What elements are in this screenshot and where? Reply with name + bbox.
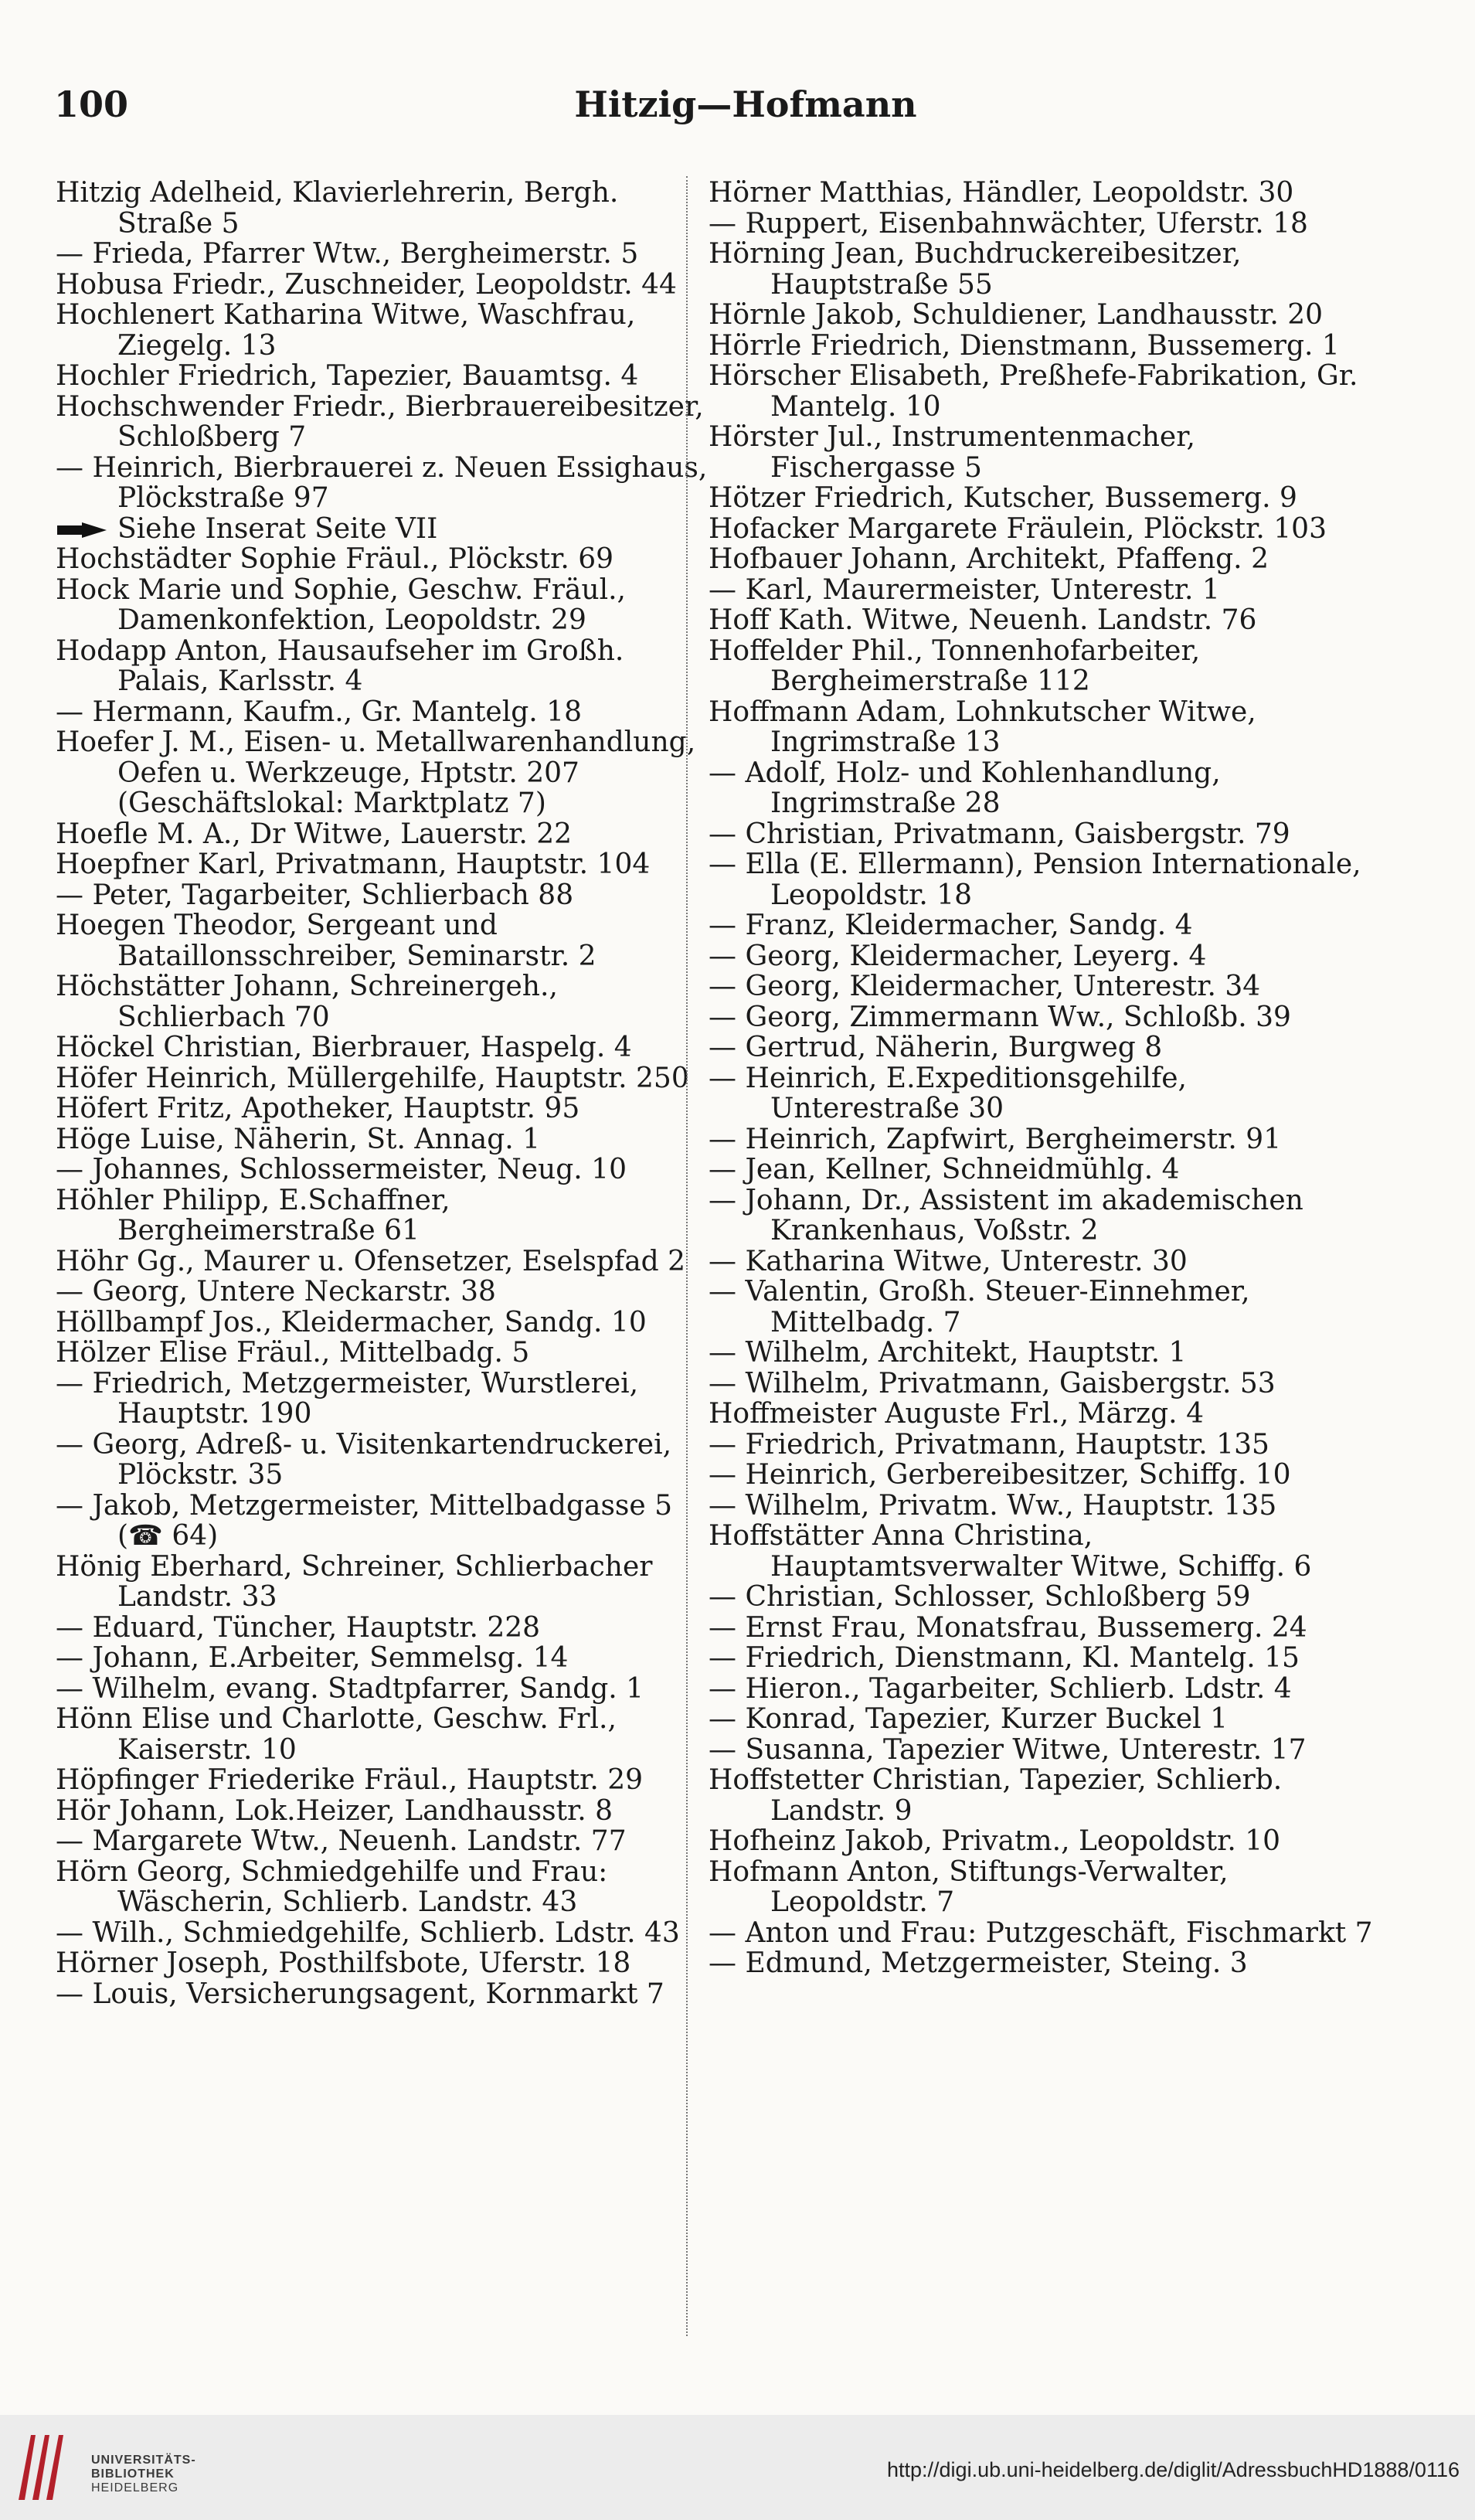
directory-entry	[709, 1369, 1373, 1399]
entry-text: — Heinrich, E.Expeditionsgehilfe, Unterestraße 30	[709, 1062, 1187, 1124]
entry-text: Hoegen Theodor, Sergeant und Bataillonsschreiber, Seminarstr. 2	[56, 910, 596, 972]
directory-entry	[56, 1918, 712, 1949]
entry-text: — Peter, Tagarbeiter, Schlierbach 88	[56, 879, 574, 911]
directory-entry	[56, 361, 712, 392]
entry-text: — Ruppert, Eisenbahnwächter, Uferstr. 18	[709, 207, 1308, 240]
entry-text: Hochlenert Katharina Witwe, Waschfrau, Ziegelg. 13	[56, 299, 636, 362]
entry-text: — Johann, E.Arbeiter, Semmelsg. 14	[56, 1642, 569, 1674]
entry-text: Hörnle Jakob, Schuldiener, Landhausstr. 20	[709, 299, 1324, 331]
directory-entry	[56, 1948, 712, 1979]
directory-entry	[709, 697, 1373, 758]
entry-text: Höfer Heinrich, Müllergehilfe, Hauptstr. 250	[56, 1062, 689, 1094]
directory-entry	[56, 880, 712, 911]
directory-entry	[709, 1063, 1373, 1124]
directory-entry	[709, 1826, 1373, 1857]
entry-text: — Wilhelm, Privatm. Ww., Hauptstr. 135	[709, 1489, 1277, 1522]
entry-text: Hörner Matthias, Händler, Leopoldstr. 30	[709, 177, 1294, 209]
entry-text: — Susanna, Tapezier Witwe, Unterestr. 17	[709, 1733, 1307, 1766]
entry-text: — Christian, Privatmann, Gaisbergstr. 79	[709, 818, 1290, 850]
entry-text: — Jean, Kellner, Schneidmühlg. 4	[709, 1154, 1180, 1185]
directory-entry	[56, 727, 712, 819]
directory-entry	[56, 1430, 712, 1491]
directory-entry	[56, 1063, 712, 1094]
directory-entry	[56, 1857, 712, 1918]
directory-entry	[56, 1826, 712, 1857]
entry-text: Hörn Georg, Schmiedgehilfe und Frau: Wäscherin, Schlierb. Landstr. 43	[56, 1855, 608, 1918]
directory-entry	[709, 422, 1373, 483]
entry-text: — Georg, Adreß- u. Visitenkartendruckerei, Plöckstr. 35	[56, 1428, 672, 1491]
page-header	[54, 83, 1437, 138]
directory-entry	[56, 392, 712, 453]
directory-entry	[709, 1155, 1373, 1185]
entry-text: Hofbauer Johann, Architekt, Pfaffeng. 2	[709, 543, 1269, 575]
directory-entry	[56, 1674, 712, 1705]
running-title: Hitzig—Hofmann	[574, 83, 917, 125]
source-url-link[interactable]: http://digi.ub.uni-heidelberg.de/diglit/AdressbuchHD1888/0116	[887, 2458, 1460, 2481]
directory-entry	[56, 910, 712, 971]
library-logo[interactable]	[14, 2427, 196, 2508]
entry-text: Höchstätter Johann, Schreinergeh., Schlierbach 70	[56, 971, 558, 1033]
entry-text: Hobusa Friedr., Zuschneider, Leopoldstr. 44	[56, 268, 677, 301]
entry-text: — Ernst Frau, Monatsfrau, Bussemerg. 24	[709, 1611, 1307, 1644]
directory-entry	[56, 300, 712, 361]
directory-entry	[709, 1002, 1373, 1033]
university-seal-icon	[14, 2430, 68, 2505]
directory-entry	[56, 1246, 712, 1277]
directory-entry	[709, 1399, 1373, 1430]
directory-entry	[709, 1643, 1373, 1674]
directory-entry	[56, 819, 712, 850]
entry-text: Hörscher Elisabeth, Preßhefe-Fabrikation, Gr. Mantelg. 10	[709, 360, 1358, 423]
entry-text: — Christian, Schlosser, Schloßberg 59	[709, 1581, 1251, 1613]
entry-text: — Frieda, Pfarrer Wtw., Bergheimerstr. 5	[56, 238, 639, 270]
entry-text: — Karl, Maurermeister, Unterestr. 1	[709, 573, 1220, 606]
directory-entry	[709, 1613, 1373, 1644]
entry-text: — Franz, Kleidermacher, Sandg. 4	[709, 910, 1193, 941]
entry-text: Hodapp Anton, Hausaufseher im Großh. Palais, Karlsstr. 4	[56, 634, 624, 697]
entry-text: — Ella (E. Ellermann), Pension Internationale, Leopoldstr. 18	[709, 849, 1361, 911]
directory-entry	[709, 605, 1373, 636]
entry-text: Hoepfner Karl, Privatmann, Hauptstr. 104	[56, 849, 651, 880]
directory-entry	[56, 544, 712, 575]
directory-entry	[56, 1308, 712, 1338]
directory-entry	[709, 575, 1373, 606]
logo-text-line-2: BIBLIOTHEK	[91, 2467, 175, 2481]
directory-entry	[56, 1093, 712, 1124]
entry-text: — Anton und Frau: Putzgeschäft, Fischmarkt 7	[709, 1916, 1373, 1949]
left-column	[56, 178, 712, 2009]
directory-entry	[56, 1552, 712, 1613]
directory-entry	[709, 636, 1373, 697]
entry-text: — Margarete Wtw., Neuenh. Landstr. 77	[56, 1825, 627, 1857]
entry-text: — Heinrich, Gerbereibesitzer, Schiffg. 10	[709, 1459, 1291, 1491]
entry-text: Hötzer Friedrich, Kutscher, Bussemerg. 9	[709, 482, 1297, 514]
entry-text: — Wilhelm, Architekt, Hauptstr. 1	[709, 1337, 1187, 1369]
directory-entry	[709, 758, 1373, 819]
directory-entry	[709, 941, 1373, 972]
directory-entry	[56, 1796, 712, 1827]
entry-text: — Adolf, Holz- und Kohlenhandlung, Ingrimstraße 28	[709, 757, 1221, 819]
entry-text: — Johannes, Schlossermeister, Neug. 10	[56, 1154, 627, 1185]
entry-text: Hoffelder Phil., Tonnenhofarbeiter, Bergheimerstraße 112	[709, 634, 1201, 697]
directory-entry	[709, 331, 1373, 362]
entry-text: Hofmann Anton, Stiftungs-Verwalter, Leopoldstr. 7	[709, 1855, 1229, 1918]
entry-text: — Georg, Untere Neckarstr. 38	[56, 1276, 496, 1308]
footer-bar	[0, 2415, 1475, 2520]
entry-text: Hölzer Elise Fräul., Mittelbadg. 5	[56, 1337, 530, 1369]
entry-text: Hörster Jul., Instrumentenmacher, Fischergasse 5	[709, 421, 1195, 484]
entry-text: Hör Johann, Lok.Heizer, Landhausstr. 8	[56, 1794, 613, 1827]
entry-text: Hörner Joseph, Posthilfsbote, Uferstr. 18	[56, 1947, 631, 1979]
entry-text: Hochstädter Sophie Fräul., Plöckstr. 69	[56, 543, 614, 575]
directory-entry	[709, 1704, 1373, 1735]
entry-text: — Wilhelm, evang. Stadtpfarrer, Sandg. 1	[56, 1672, 644, 1705]
entry-text: — Georg, Zimmermann Ww., Schloßb. 39	[709, 1001, 1291, 1033]
entry-text: — Edmund, Metzgermeister, Steing. 3	[709, 1947, 1248, 1979]
entry-text: — Wilhelm, Privatmann, Gaisbergstr. 53	[709, 1367, 1276, 1399]
directory-entry	[56, 849, 712, 880]
entry-text: Hoff Kath. Witwe, Neuenh. Landstr. 76	[709, 604, 1257, 636]
entry-text: Höfert Fritz, Apotheker, Hauptstr. 95	[56, 1093, 580, 1124]
directory-entry	[56, 1338, 712, 1369]
directory-entry	[709, 1674, 1373, 1705]
directory-entry	[56, 270, 712, 301]
directory-entry	[56, 575, 712, 636]
entry-text: — Heinrich, Zapfwirt, Bergheimerstr. 91	[709, 1123, 1282, 1155]
directory-entry	[709, 178, 1373, 209]
directory-entry	[709, 544, 1373, 575]
directory-entry	[709, 1735, 1373, 1766]
entry-text: Hoffstetter Christian, Tapezier, Schlierb. Landstr. 9	[709, 1764, 1283, 1827]
entry-text: — Georg, Kleidermacher, Leyerg. 4	[709, 940, 1207, 972]
entry-text: — Georg, Kleidermacher, Unterestr. 34	[709, 971, 1261, 1002]
entry-text: — Johann, Dr., Assistent im akademischen Krankenhaus, Voßstr. 2	[709, 1184, 1303, 1246]
directory-entry	[56, 1185, 712, 1246]
directory-entry	[56, 1643, 712, 1674]
entry-text: — Heinrich, Bierbrauerei z. Neuen Essighaus, Plöckstraße 97	[56, 451, 708, 514]
entry-text: — Hermann, Kaufm., Gr. Mantelg. 18	[56, 695, 582, 728]
directory-entry	[709, 300, 1373, 331]
directory-entry	[56, 697, 712, 728]
directory-entry	[709, 1765, 1373, 1826]
directory-entry	[709, 1582, 1373, 1613]
entry-text: — Valentin, Großh. Steuer-Einnehmer, Mittelbadg. 7	[709, 1276, 1250, 1338]
directory-entry	[709, 1918, 1373, 1949]
directory-entry	[56, 1032, 712, 1063]
entry-text: Höhler Philipp, E.Schaffner, Bergheimerstraße 61	[56, 1184, 450, 1246]
entry-text: — Wilh., Schmiedgehilfe, Schlierb. Ldstr. 43	[56, 1916, 680, 1949]
directory-entry	[56, 1155, 712, 1185]
column-divider	[686, 176, 688, 2336]
directory-entry	[56, 239, 712, 270]
directory-entry	[709, 1124, 1373, 1155]
logo-text-line-1: UNIVERSITÄTS-	[91, 2454, 196, 2467]
entry-text: — Gertrud, Näherin, Burgweg 8	[709, 1032, 1163, 1063]
entry-text: — Friedrich, Metzgermeister, Wurstlerei, Hauptstr. 190	[56, 1367, 639, 1430]
entry-text: — Katharina Witwe, Unterestr. 30	[709, 1245, 1188, 1277]
directory-entry	[56, 1765, 712, 1796]
entry-text: Hoffmeister Auguste Frl., Märzg. 4	[709, 1398, 1204, 1430]
entry-text: — Hieron., Tagarbeiter, Schlierb. Ldstr. 4	[709, 1672, 1292, 1705]
right-column	[709, 178, 1373, 1979]
entry-text: Höckel Christian, Bierbrauer, Haspelg. 4	[56, 1032, 632, 1063]
directory-entry	[56, 1277, 712, 1308]
entry-text: — Konrad, Tapezier, Kurzer Buckel 1	[709, 1703, 1228, 1735]
entry-text: — Jakob, Metzgermeister, Mittelbadgasse 5 (☎ 64)	[56, 1489, 673, 1552]
entry-text: Hoefle M. A., Dr Witwe, Lauerstr. 22	[56, 818, 573, 850]
directory-entry	[56, 1704, 712, 1765]
directory-entry	[709, 1277, 1373, 1338]
entry-text: Höge Luise, Näherin, St. Annag. 1	[56, 1123, 541, 1155]
directory-entry	[709, 1032, 1373, 1063]
entry-text: Siehe Inserat Seite VII	[117, 512, 438, 545]
entry-text: — Eduard, Tüncher, Hauptstr. 228	[56, 1611, 541, 1644]
entry-text: Hönig Eberhard, Schreiner, Schlierbacher Landstr. 33	[56, 1550, 653, 1613]
directory-entry	[709, 209, 1373, 240]
entry-text: Hitzig Adelheid, Klavierlehrerin, Bergh. Straße 5	[56, 177, 619, 240]
entry-text: Hoffmann Adam, Lohnkutscher Witwe, Ingrimstraße 13	[709, 695, 1256, 758]
directory-entry	[56, 636, 712, 697]
directory-entry	[709, 514, 1373, 545]
directory-entry	[709, 849, 1373, 910]
directory-entry	[56, 1369, 712, 1430]
entry-text: Hochler Friedrich, Tapezier, Bauamtsg. 4	[56, 360, 639, 392]
directory-entry	[709, 819, 1373, 850]
directory-entry	[709, 1491, 1373, 1522]
directory-entry	[709, 1521, 1373, 1582]
directory-entry	[709, 1430, 1373, 1461]
entry-text: Hofheinz Jakob, Privatm., Leopoldstr. 10	[709, 1825, 1281, 1857]
directory-entry	[56, 971, 712, 1032]
directory-entry	[709, 1857, 1373, 1918]
entry-text: — Friedrich, Dienstmann, Kl. Mantelg. 15	[709, 1642, 1300, 1674]
entry-text: Hochschwender Friedr., Bierbrauereibesitzer, Schloßberg 7	[56, 390, 704, 453]
entry-text: Hörning Jean, Buchdruckereibesitzer, Hauptstraße 55	[709, 238, 1242, 301]
entry-text: Hock Marie und Sophie, Geschw. Fräul., Damenkonfektion, Leopoldstr. 29	[56, 573, 626, 636]
directory-entry	[56, 1124, 712, 1155]
directory-entry	[709, 1948, 1373, 1979]
entry-text: Hörrle Friedrich, Dienstmann, Bussemerg. 1	[709, 329, 1340, 362]
directory-entry	[56, 514, 712, 545]
directory-entry	[56, 178, 712, 239]
logo-text-line-3: HEIDELBERG	[91, 2481, 179, 2494]
directory-entry	[56, 1613, 712, 1644]
entry-text: Höhr Gg., Maurer u. Ofensetzer, Eselspfad 2	[56, 1245, 686, 1277]
entry-text: Hofacker Margarete Fräulein, Plöckstr. 103	[709, 512, 1327, 545]
directory-entry	[709, 971, 1373, 1002]
directory-entry	[709, 910, 1373, 941]
entry-text: Höpfinger Friederike Fräul., Hauptstr. 29	[56, 1764, 644, 1796]
entry-text: — Louis, Versicherungsagent, Kornmarkt 7	[56, 1978, 664, 2010]
entry-text: Hoffstätter Anna Christina, Hauptamtsverwalter Witwe, Schiffg. 6	[709, 1520, 1312, 1583]
entry-text: Hoefer J. M., Eisen- u. Metallwarenhandlung, Oefen u. Werkzeuge, Hptstr. 207 (Geschäftslokal: Marktplatz 7)	[56, 726, 696, 819]
entry-text: Höllbampf Jos., Kleidermacher, Sandg. 10	[56, 1306, 647, 1338]
directory-entry	[56, 453, 712, 514]
directory-entry	[56, 1979, 712, 2010]
entry-text: — Friedrich, Privatmann, Hauptstr. 135	[709, 1428, 1269, 1461]
directory-entry	[709, 483, 1373, 514]
directory-entry	[709, 1460, 1373, 1491]
directory-entry	[709, 1185, 1373, 1246]
directory-entry	[709, 1246, 1373, 1277]
pointing-hand-icon	[56, 519, 110, 542]
directory-entry	[56, 1491, 712, 1552]
directory-entry	[709, 239, 1373, 300]
directory-entry	[709, 361, 1373, 422]
entry-text: Hönn Elise und Charlotte, Geschw. Frl., Kaiserstr. 10	[56, 1703, 617, 1766]
directory-entry	[709, 1338, 1373, 1369]
page-number: 100	[54, 83, 129, 125]
